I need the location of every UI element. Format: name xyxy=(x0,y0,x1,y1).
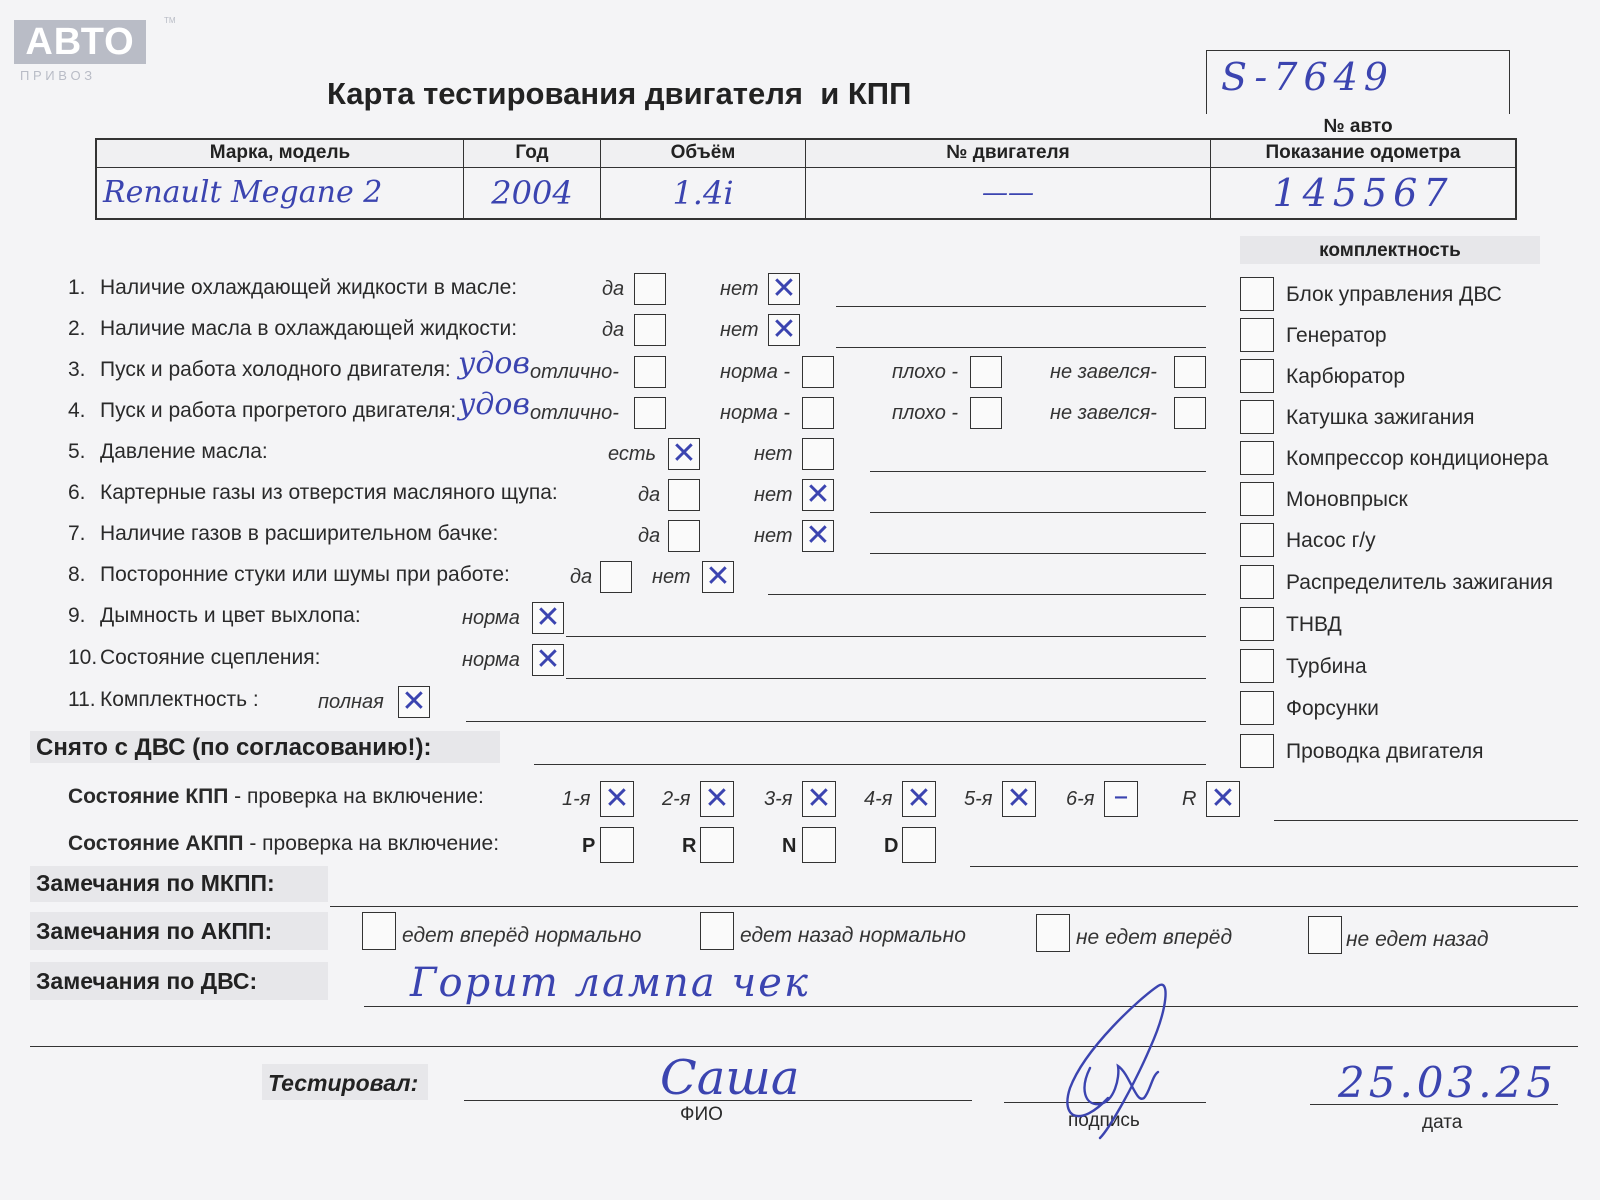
akpp-mode-label: N xyxy=(782,835,797,857)
komplekt-label: Турбина xyxy=(1286,655,1367,678)
checkbox-da[interactable] xyxy=(668,479,700,511)
gear-checkbox[interactable] xyxy=(1104,781,1138,817)
check-mark-icon: ✕ xyxy=(805,477,831,512)
date-caption: дата xyxy=(1422,1112,1463,1133)
gear-label: 5-я xyxy=(964,788,993,810)
col-nomer: № двигателя xyxy=(806,139,1211,167)
check-mark-icon: ✕ xyxy=(705,559,731,594)
gear-label: R xyxy=(1182,788,1197,810)
opt-est: есть xyxy=(608,443,657,465)
komplekt-label: Форсунки xyxy=(1286,697,1379,720)
checkbox-otlichno[interactable] xyxy=(634,356,666,388)
note-line xyxy=(566,636,1206,637)
checkbox-net[interactable] xyxy=(768,314,800,346)
opt-da: да xyxy=(602,319,625,341)
row-text: Картерные газы из отверстия масляного щупа: xyxy=(100,481,558,504)
row-text: Пуск и работа прогретого двигателя: xyxy=(100,399,457,422)
gear-label: 3-я xyxy=(764,788,793,810)
akpp-mode-checkbox[interactable] xyxy=(802,827,836,863)
opt-net: нет xyxy=(754,525,793,547)
opt-norma: норма - xyxy=(720,361,791,383)
col-obem: Объём xyxy=(601,139,806,167)
checkbox-est[interactable] xyxy=(668,438,700,470)
gear-checkbox[interactable] xyxy=(1206,781,1240,817)
checkbox-ne-zavelsya[interactable] xyxy=(1174,356,1206,388)
opt-otlichno: отлично- xyxy=(530,361,619,383)
zam-dvs-label: Замечания по ДВС: xyxy=(36,968,258,994)
opt-da: да xyxy=(602,278,625,300)
col-odometr: Показание одометра xyxy=(1211,139,1517,167)
checkbox-norma[interactable] xyxy=(802,356,834,388)
check-mark-icon: ✕ xyxy=(771,271,797,306)
date-line xyxy=(1310,1104,1558,1105)
opt-net: нет xyxy=(652,566,691,588)
opt-ne-zavelsya: не завелся- xyxy=(1050,402,1157,424)
check-mark-icon: ✕ xyxy=(401,684,427,719)
akpp-label-bold: Состояние АКПП xyxy=(68,832,244,855)
checkbox-da[interactable] xyxy=(600,561,632,593)
gear-label: 6-я xyxy=(1066,788,1095,810)
check-mark-icon: ✕ xyxy=(1210,781,1236,816)
logo-sub: П Р И В О З xyxy=(20,68,93,83)
check-mark-icon: ✕ xyxy=(906,781,932,816)
komplekt-title: комплектность xyxy=(1319,240,1461,261)
akpp-opt-checkbox[interactable] xyxy=(362,912,396,950)
row-num: 3. xyxy=(68,358,86,381)
kpp-label xyxy=(68,785,484,809)
akpp-opt-label: не едет вперёд xyxy=(1076,926,1233,949)
row-num: 9. xyxy=(68,604,86,627)
row-num: 11. xyxy=(68,688,96,711)
kpp-label-bold: Состояние КПП xyxy=(68,785,229,808)
komplekt-checkbox[interactable] xyxy=(1240,734,1274,768)
val-marka: Renault Megane 2 xyxy=(96,167,464,219)
checkbox-da[interactable] xyxy=(634,273,666,305)
kpp-line xyxy=(1274,820,1578,821)
row-num: 8. xyxy=(68,563,86,586)
komplekt-label: Моновпрыск xyxy=(1286,488,1408,511)
checkbox-otlichno[interactable] xyxy=(634,397,666,429)
note-line xyxy=(836,306,1206,307)
opt-otlichno: отлично- xyxy=(530,402,619,424)
check-mark-icon: ✕ xyxy=(805,518,831,553)
note-line xyxy=(566,678,1206,679)
page-title: Карта тестирования двигателя и КПП xyxy=(327,76,912,111)
row-num: 10. xyxy=(68,646,98,669)
opt-ploho: плохо - xyxy=(892,402,959,424)
opt-net: нет xyxy=(754,443,793,465)
val-god: 2004 xyxy=(464,167,601,219)
avto-number: S-7649 xyxy=(1221,55,1394,99)
check-mark-icon: ✕ xyxy=(535,600,561,635)
signature-icon xyxy=(1040,978,1190,1148)
gear-checkbox[interactable] xyxy=(1002,781,1036,817)
zam-mkpp-label: Замечания по МКПП: xyxy=(36,870,275,896)
checkbox-polnaya[interactable] xyxy=(398,686,430,718)
val-nomer: —— xyxy=(806,167,1211,219)
akpp-opt-label: едет вперёд нормально xyxy=(402,924,642,947)
logo xyxy=(14,16,176,84)
zam-dvs-line xyxy=(364,1006,1578,1007)
checkbox-norma[interactable] xyxy=(802,397,834,429)
opt-norma: норма - xyxy=(720,402,791,424)
note-line xyxy=(836,347,1206,348)
akpp-opt-checkbox[interactable] xyxy=(700,912,734,950)
komplekt-label: Катушка зажигания xyxy=(1286,406,1475,429)
row-num: 6. xyxy=(68,481,86,504)
akpp-mode-label: D xyxy=(884,835,899,857)
row-text: Наличие газов в расширительном бачке: xyxy=(100,522,499,545)
row-num: 4. xyxy=(68,399,86,422)
opt-norma: норма xyxy=(462,649,520,671)
opt-net: нет xyxy=(720,319,759,341)
row-num: 2. xyxy=(68,317,86,340)
row-num: 7. xyxy=(68,522,86,545)
dvs-note: Горит лампа чек xyxy=(410,960,810,1006)
akpp-opt-checkbox[interactable] xyxy=(1308,916,1342,954)
check-mark-icon: ✕ xyxy=(1006,781,1032,816)
komplekt-label: Блок управления ДВС xyxy=(1286,283,1502,306)
date-value: 25.03.25 xyxy=(1338,1058,1558,1107)
komplekt-label: Насос г/у xyxy=(1286,529,1376,552)
komplekt-checkbox[interactable] xyxy=(1240,565,1274,599)
note-line xyxy=(870,471,1206,472)
checkbox-net[interactable] xyxy=(802,438,834,470)
avto-label: № авто xyxy=(1323,116,1393,137)
checkbox-ne-zavelsya[interactable] xyxy=(1174,397,1206,429)
dash-mark-icon: – xyxy=(1113,779,1129,814)
gear-label: 1-я xyxy=(562,788,591,810)
akpp-opt-label: едет назад нормально xyxy=(740,924,966,947)
zam-dvs-line-2 xyxy=(30,1046,1578,1047)
komplekt-label: Проводка двигателя xyxy=(1286,740,1484,763)
opt-net: нет xyxy=(720,278,759,300)
check-mark-icon: ✕ xyxy=(671,436,697,471)
row-text: Состояние сцепления: xyxy=(100,646,321,669)
gear-label: 4-я xyxy=(864,788,893,810)
opt-ne-zavelsya: не завелся- xyxy=(1050,361,1157,383)
komplekt-checkbox[interactable] xyxy=(1240,523,1274,557)
note-line xyxy=(768,594,1206,595)
akpp-opt-label: не едет назад xyxy=(1346,928,1489,951)
gear-checkbox[interactable] xyxy=(700,781,734,817)
checkbox-net[interactable] xyxy=(802,479,834,511)
check-mark-icon: ✕ xyxy=(535,642,561,677)
opt-da: да xyxy=(570,566,593,588)
akpp-line xyxy=(970,866,1578,867)
komplekt-checkbox[interactable] xyxy=(1240,318,1274,352)
opt-da: да xyxy=(638,525,661,547)
fio-line xyxy=(464,1100,972,1101)
checkbox-norma[interactable] xyxy=(532,644,564,676)
akpp-label xyxy=(68,832,499,856)
snyato-line xyxy=(534,764,1206,765)
komplekt-checkbox[interactable] xyxy=(1240,277,1274,311)
col-god: Год xyxy=(464,139,601,167)
kpp-label-rest: - проверка на включение: xyxy=(228,785,484,808)
header-table xyxy=(95,138,1517,220)
komplekt-checkbox[interactable] xyxy=(1240,359,1274,393)
opt-net: нет xyxy=(754,484,793,506)
note-line xyxy=(870,553,1206,554)
check-mark-icon: ✕ xyxy=(806,781,832,816)
komplekt-label: Карбюратор xyxy=(1286,365,1406,388)
checkbox-net[interactable] xyxy=(802,520,834,552)
akpp-mode-checkbox[interactable] xyxy=(600,827,634,863)
note-line xyxy=(870,512,1206,513)
check-mark-icon: ✕ xyxy=(604,781,630,816)
checkbox-net[interactable] xyxy=(702,561,734,593)
row-num: 5. xyxy=(68,440,86,463)
logo-brand: АВТО xyxy=(14,20,146,64)
checkbox-ploho[interactable] xyxy=(970,356,1002,388)
logo-tm: TM xyxy=(164,16,176,25)
gear-checkbox[interactable] xyxy=(902,781,936,817)
row-text: Дымность и цвет выхлопа: xyxy=(100,604,361,627)
akpp-mode-label: P xyxy=(582,835,596,857)
opt-polnaya: полная xyxy=(318,691,384,713)
row-text: Посторонние стуки или шумы при работе: xyxy=(100,563,510,586)
komplekt-checkbox[interactable] xyxy=(1240,482,1274,516)
avto-box xyxy=(1206,50,1510,114)
row-text: Давление масла: xyxy=(100,440,268,463)
check-mark-icon: ✕ xyxy=(704,781,730,816)
row-text: Комплектность : xyxy=(100,688,259,711)
komplekt-label: Генератор xyxy=(1286,324,1387,347)
row-text: Наличие масла в охлаждающей жидкости: xyxy=(100,317,518,340)
komplekt-label: ТНВД xyxy=(1286,613,1342,636)
col-marka: Марка, модель xyxy=(96,139,464,167)
podpis-caption: подпись xyxy=(1068,1110,1140,1131)
akpp-mode-label: R xyxy=(682,835,697,857)
checkbox-ploho[interactable] xyxy=(970,397,1002,429)
komplekt-checkbox[interactable] xyxy=(1240,691,1274,725)
gear-checkbox[interactable] xyxy=(600,781,634,817)
opt-norma: норма xyxy=(462,607,520,629)
snyato-label: Снято с ДВС (по согласованию!): xyxy=(36,734,432,761)
zam-akpp-label: Замечания по АКПП: xyxy=(36,918,273,944)
komplekt-checkbox[interactable] xyxy=(1240,607,1274,641)
akpp-mode-checkbox[interactable] xyxy=(700,827,734,863)
akpp-label-rest: - проверка на включение: xyxy=(243,832,500,855)
val-obem: 1.4i xyxy=(601,167,806,219)
checkbox-norma[interactable] xyxy=(532,602,564,634)
note-line xyxy=(466,721,1206,722)
fio-value: Саша xyxy=(660,1050,800,1106)
komplekt-checkbox[interactable] xyxy=(1240,441,1274,475)
komplekt-checkbox[interactable] xyxy=(1240,400,1274,434)
gear-checkbox[interactable] xyxy=(802,781,836,817)
komplekt-label: Компрессор кондиционера xyxy=(1286,447,1549,470)
komplekt-label: Распределитель зажигания xyxy=(1286,571,1554,594)
row-text: Наличие охлаждающей жидкости в масле: xyxy=(100,276,518,299)
testiroval-label: Тестировал: xyxy=(268,1070,419,1096)
checkbox-da[interactable] xyxy=(634,314,666,346)
handwritten-row4: удов xyxy=(458,387,530,422)
fio-caption: ФИО xyxy=(680,1104,723,1125)
opt-da: да xyxy=(638,484,661,506)
row-num: 1. xyxy=(68,276,86,299)
zam-mkpp-line xyxy=(330,906,1578,907)
akpp-mode-checkbox[interactable] xyxy=(902,827,936,863)
komplekt-checkbox[interactable] xyxy=(1240,649,1274,683)
val-odometr: 145567 xyxy=(1211,167,1517,219)
checkbox-net[interactable] xyxy=(768,273,800,305)
opt-ploho: плохо - xyxy=(892,361,959,383)
handwritten-row3: удов xyxy=(458,346,530,381)
check-mark-icon: ✕ xyxy=(771,312,797,347)
row-text: Пуск и работа холодного двигателя: xyxy=(100,358,451,381)
gear-label: 2-я xyxy=(662,788,691,810)
checkbox-da[interactable] xyxy=(668,520,700,552)
akpp-opt-checkbox[interactable] xyxy=(1036,914,1070,952)
